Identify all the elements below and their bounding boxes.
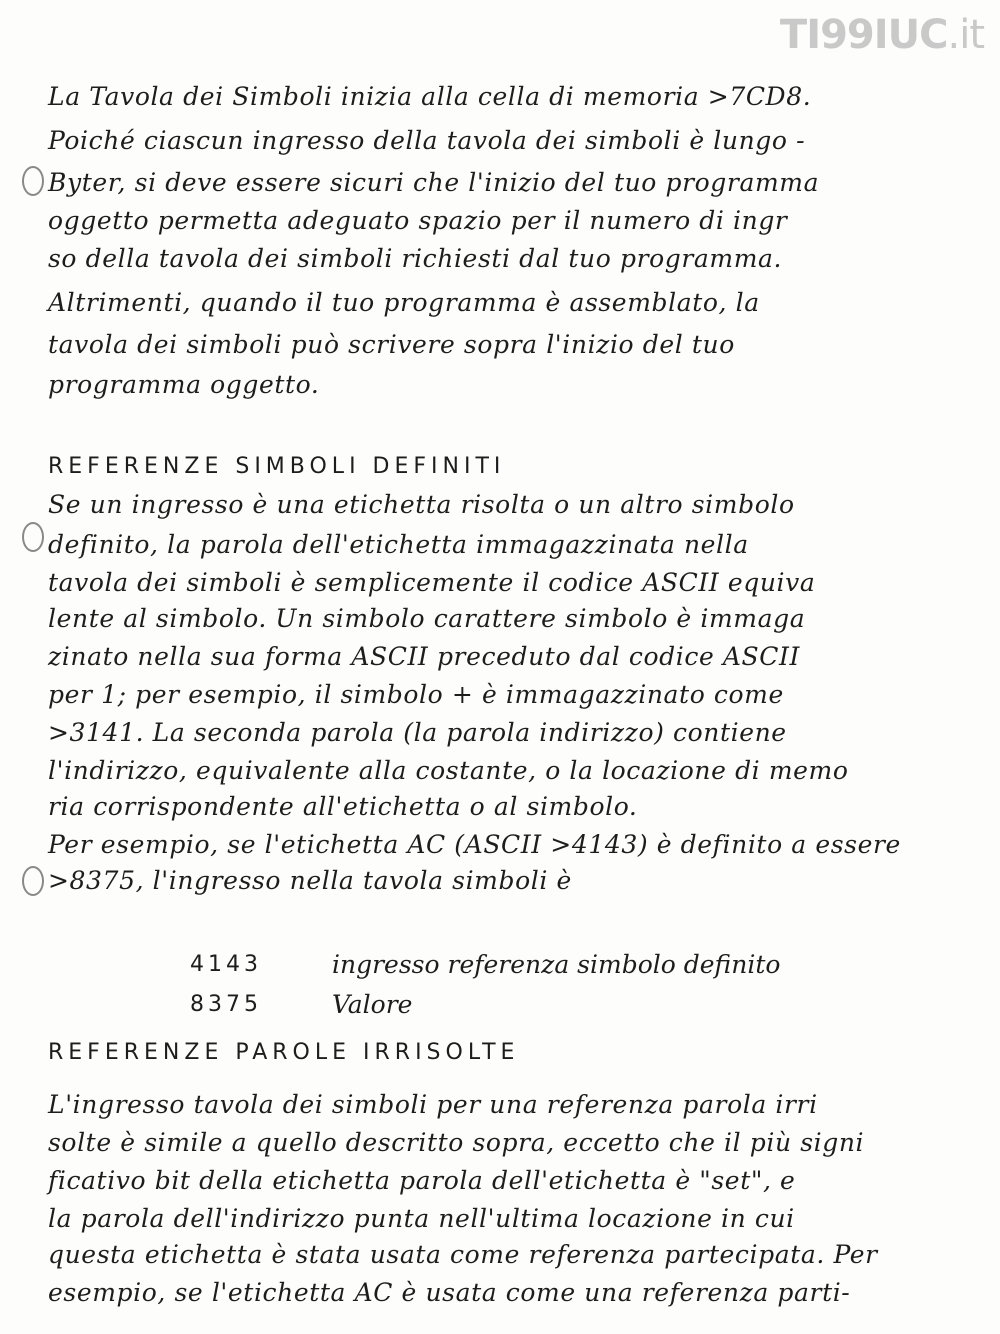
- section-heading-defined: REFERENZE SIMBOLI DEFINITI: [48, 454, 506, 479]
- section2-line: esempio, se l'etichetta AC è usata come una referenza parti-: [48, 1278, 851, 1307]
- section1-line: Per esempio, se l'etichetta AC (ASCII >4143) è definito a essere: [48, 830, 901, 859]
- intro-line: Altrimenti, quando il tuo programma è assemblato, la: [48, 288, 760, 317]
- section1-line: >8375, l'ingresso nella tavola simboli è: [48, 866, 572, 895]
- intro-line: La Tavola dei Simboli inizia alla cella di memoria >7CD8.: [48, 82, 812, 111]
- margin-mark: [22, 166, 44, 196]
- section2-line: solte è simile a quello descritto sopra, eccetto che il più signi: [48, 1128, 865, 1157]
- section1-line: ria corrispondente all'etichetta o al simbolo.: [48, 792, 638, 821]
- watermark-suffix: .it: [947, 12, 984, 58]
- section2-line: la parola dell'indirizzo punta nell'ultima locazione in cui: [48, 1204, 795, 1233]
- watermark-brand: TI99IUC: [779, 12, 948, 58]
- intro-line: oggetto permetta adeguato spazio per il numero di ingr: [48, 206, 788, 235]
- section1-line: Se un ingresso è una etichetta risolta o un altro simbolo: [48, 490, 795, 519]
- section1-line: l'indirizzo, equivalente alla costante, o la locazione di memo: [48, 756, 849, 785]
- intro-line: Byter, si deve essere sicuri che l'inizio del tuo programma: [48, 168, 820, 197]
- intro-line: Poiché ciascun ingresso della tavola dei simboli è lungo -: [48, 126, 806, 155]
- table-code: 4143: [190, 952, 262, 977]
- section-heading-unresolved: REFERENZE PAROLE IRRISOLTE: [48, 1040, 520, 1065]
- section2-line: questa etichetta è stata usata come referenza partecipata. Per: [48, 1240, 878, 1269]
- margin-mark: [22, 522, 44, 552]
- site-watermark: [780, 12, 984, 58]
- section1-line: per 1; per esempio, il simbolo + è immagazzinato come: [48, 680, 784, 709]
- intro-line: programma oggetto.: [48, 370, 320, 399]
- intro-line: tavola dei simboli può scrivere sopra l'inizio del tuo: [48, 330, 735, 359]
- section1-line: lente al simbolo. Un simbolo carattere simbolo è immaga: [48, 604, 806, 633]
- intro-line: so della tavola dei simboli richiesti dal tuo programma.: [48, 244, 783, 273]
- table-desc: Valore: [332, 990, 413, 1019]
- table-code: 8375: [190, 992, 262, 1017]
- margin-mark: [22, 866, 44, 896]
- section2-line: ficativo bit della etichetta parola dell'etichetta è "set", e: [48, 1166, 796, 1195]
- section1-line: >3141. La seconda parola (la parola indirizzo) contiene: [48, 718, 787, 747]
- section1-line: tavola dei simboli è semplicemente il codice ASCII equiva: [48, 568, 816, 597]
- section2-line: L'ingresso tavola dei simboli per una referenza parola irri: [48, 1090, 818, 1119]
- section1-line: definito, la parola dell'etichetta immagazzinata nella: [48, 530, 749, 559]
- section1-line: zinato nella sua forma ASCII preceduto dal codice ASCII: [48, 642, 800, 671]
- table-desc: ingresso referenza simbolo definito: [332, 950, 781, 979]
